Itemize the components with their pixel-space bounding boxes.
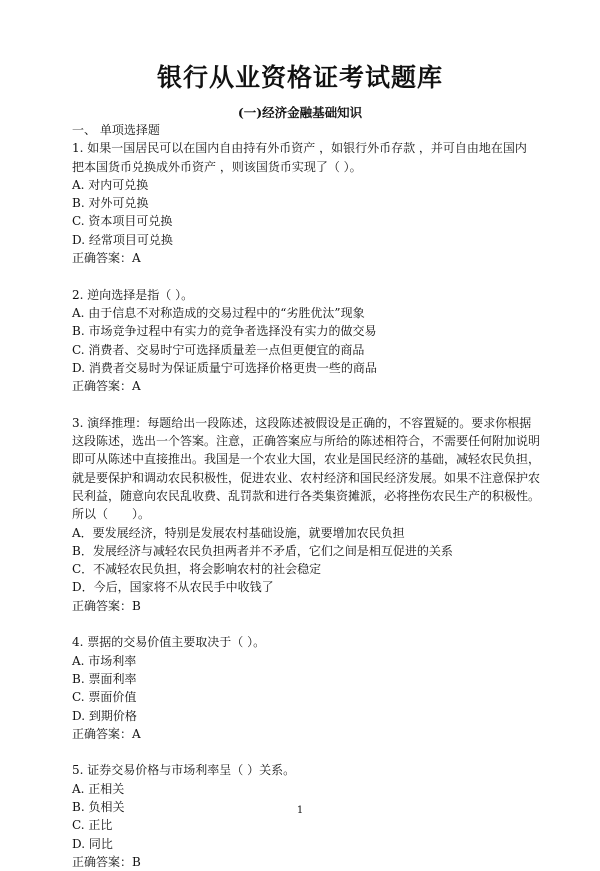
spacer	[72, 743, 538, 761]
question-3-stem: 民利益，随意向农民乱收费、乱罚款和进行各类集资摊派，必将挫伤农民生产的积极性。	[72, 488, 541, 503]
question-4-option-d: D. 到期价格	[72, 708, 137, 723]
spacer	[72, 615, 538, 633]
page-title: 银行从业资格证考试题库	[156, 63, 443, 92]
question-3-option-d: D．今后，国家将不从农民手中收钱了	[72, 580, 274, 595]
question-4-stem: 4. 票据的交易价值主要取决于（ ）。	[72, 635, 266, 650]
question-3-answer: 正确答案：B	[72, 598, 141, 613]
question-2-answer: 正确答案：A	[72, 379, 141, 394]
question-1-option-d: D. 经常项目可兑换	[72, 232, 173, 247]
question-3-stem: 这段陈述，选出一个答案。注意，正确答案应与所给的陈述相符合，不需要任何附加说明	[72, 434, 541, 449]
question-2-stem: 2. 逆向选择是指（ ）。	[72, 287, 194, 302]
question-2-option-a: A. 由于信息不对称造成的交易过程中的“劣胜优汰”现象	[72, 305, 365, 320]
page-number: 1	[296, 805, 304, 816]
question-1-stem: 把本国货币兑换成外币资产 ，则该国货币实现了（ ）。	[72, 159, 362, 174]
question-3-stem: 就是要保护和调动农民积极性，促进农业、农村经济和国民经济发展。如果不注意保护农	[72, 470, 541, 485]
question-3-option-c: C．不减轻农民负担，将会影响农村的社会稳定	[72, 562, 322, 577]
question-1-option-b: B. 对外可兑换	[72, 196, 149, 211]
question-list	[72, 121, 541, 871]
question-3-stem: 即可从陈述中直接推出。我国是一个农业大国，农业是国民经济的基础，减轻农民负担，	[72, 452, 541, 467]
question-3-option-b: B．发展经济与减轻农民负担两者并不矛盾，它们之间是相互促进的关系	[72, 543, 453, 558]
section-title: (一)经济金融基础知识	[237, 105, 363, 120]
question-5-option-c: C. 正比	[72, 818, 113, 833]
part-heading: 一、 单项选择题	[72, 123, 160, 137]
question-1-stem: 1. 如果一国居民可以在国内自由持有外币资产 ，如银行外币存款 ，并可自由地在国内	[72, 141, 527, 156]
question-5-stem: 5. 证券交易价格与市场利率呈（ ）关系。	[72, 763, 296, 778]
question-5-option-d: D. 同比	[72, 836, 113, 851]
question-4-option-b: B. 票面利率	[72, 671, 137, 686]
question-5-option-b: B. 负相关	[72, 799, 125, 814]
question-4-answer: 正确答案：A	[72, 726, 141, 741]
question-4-option-a: A. 市场利率	[72, 653, 137, 668]
question-2-option-c: C. 消费者、交易时宁可选择质量差一点但更便宜的商品	[72, 342, 365, 357]
question-5-option-a: A. 正相关	[72, 781, 125, 796]
question-1-option-c: C. 资本项目可兑换	[72, 214, 173, 229]
question-1-option-a: A. 对内可兑换	[72, 177, 149, 192]
question-3-stem: 3. 演绎推理：每题给出一段陈述，这段陈述被假设是正确的，不容置疑的。要求你根据	[72, 415, 532, 430]
question-3-stem: 所以（ ）。	[72, 507, 151, 522]
spacer	[72, 267, 538, 285]
question-3-option-a: A．要发展经济，特别是发展农村基础设施，就要增加农民负担	[72, 525, 405, 540]
question-4-option-c: C. 票面价值	[72, 690, 137, 705]
question-1-answer: 正确答案：A	[72, 251, 141, 266]
question-5-answer: 正确答案：B	[72, 854, 141, 869]
question-2-option-b: B. 市场竞争过程中有实力的竞争者选择没有实力的做交易	[72, 324, 377, 339]
question-2-option-d: D. 消费者交易时为保证质量宁可选择价格更贵一些的商品	[72, 360, 377, 375]
spacer	[72, 395, 538, 413]
